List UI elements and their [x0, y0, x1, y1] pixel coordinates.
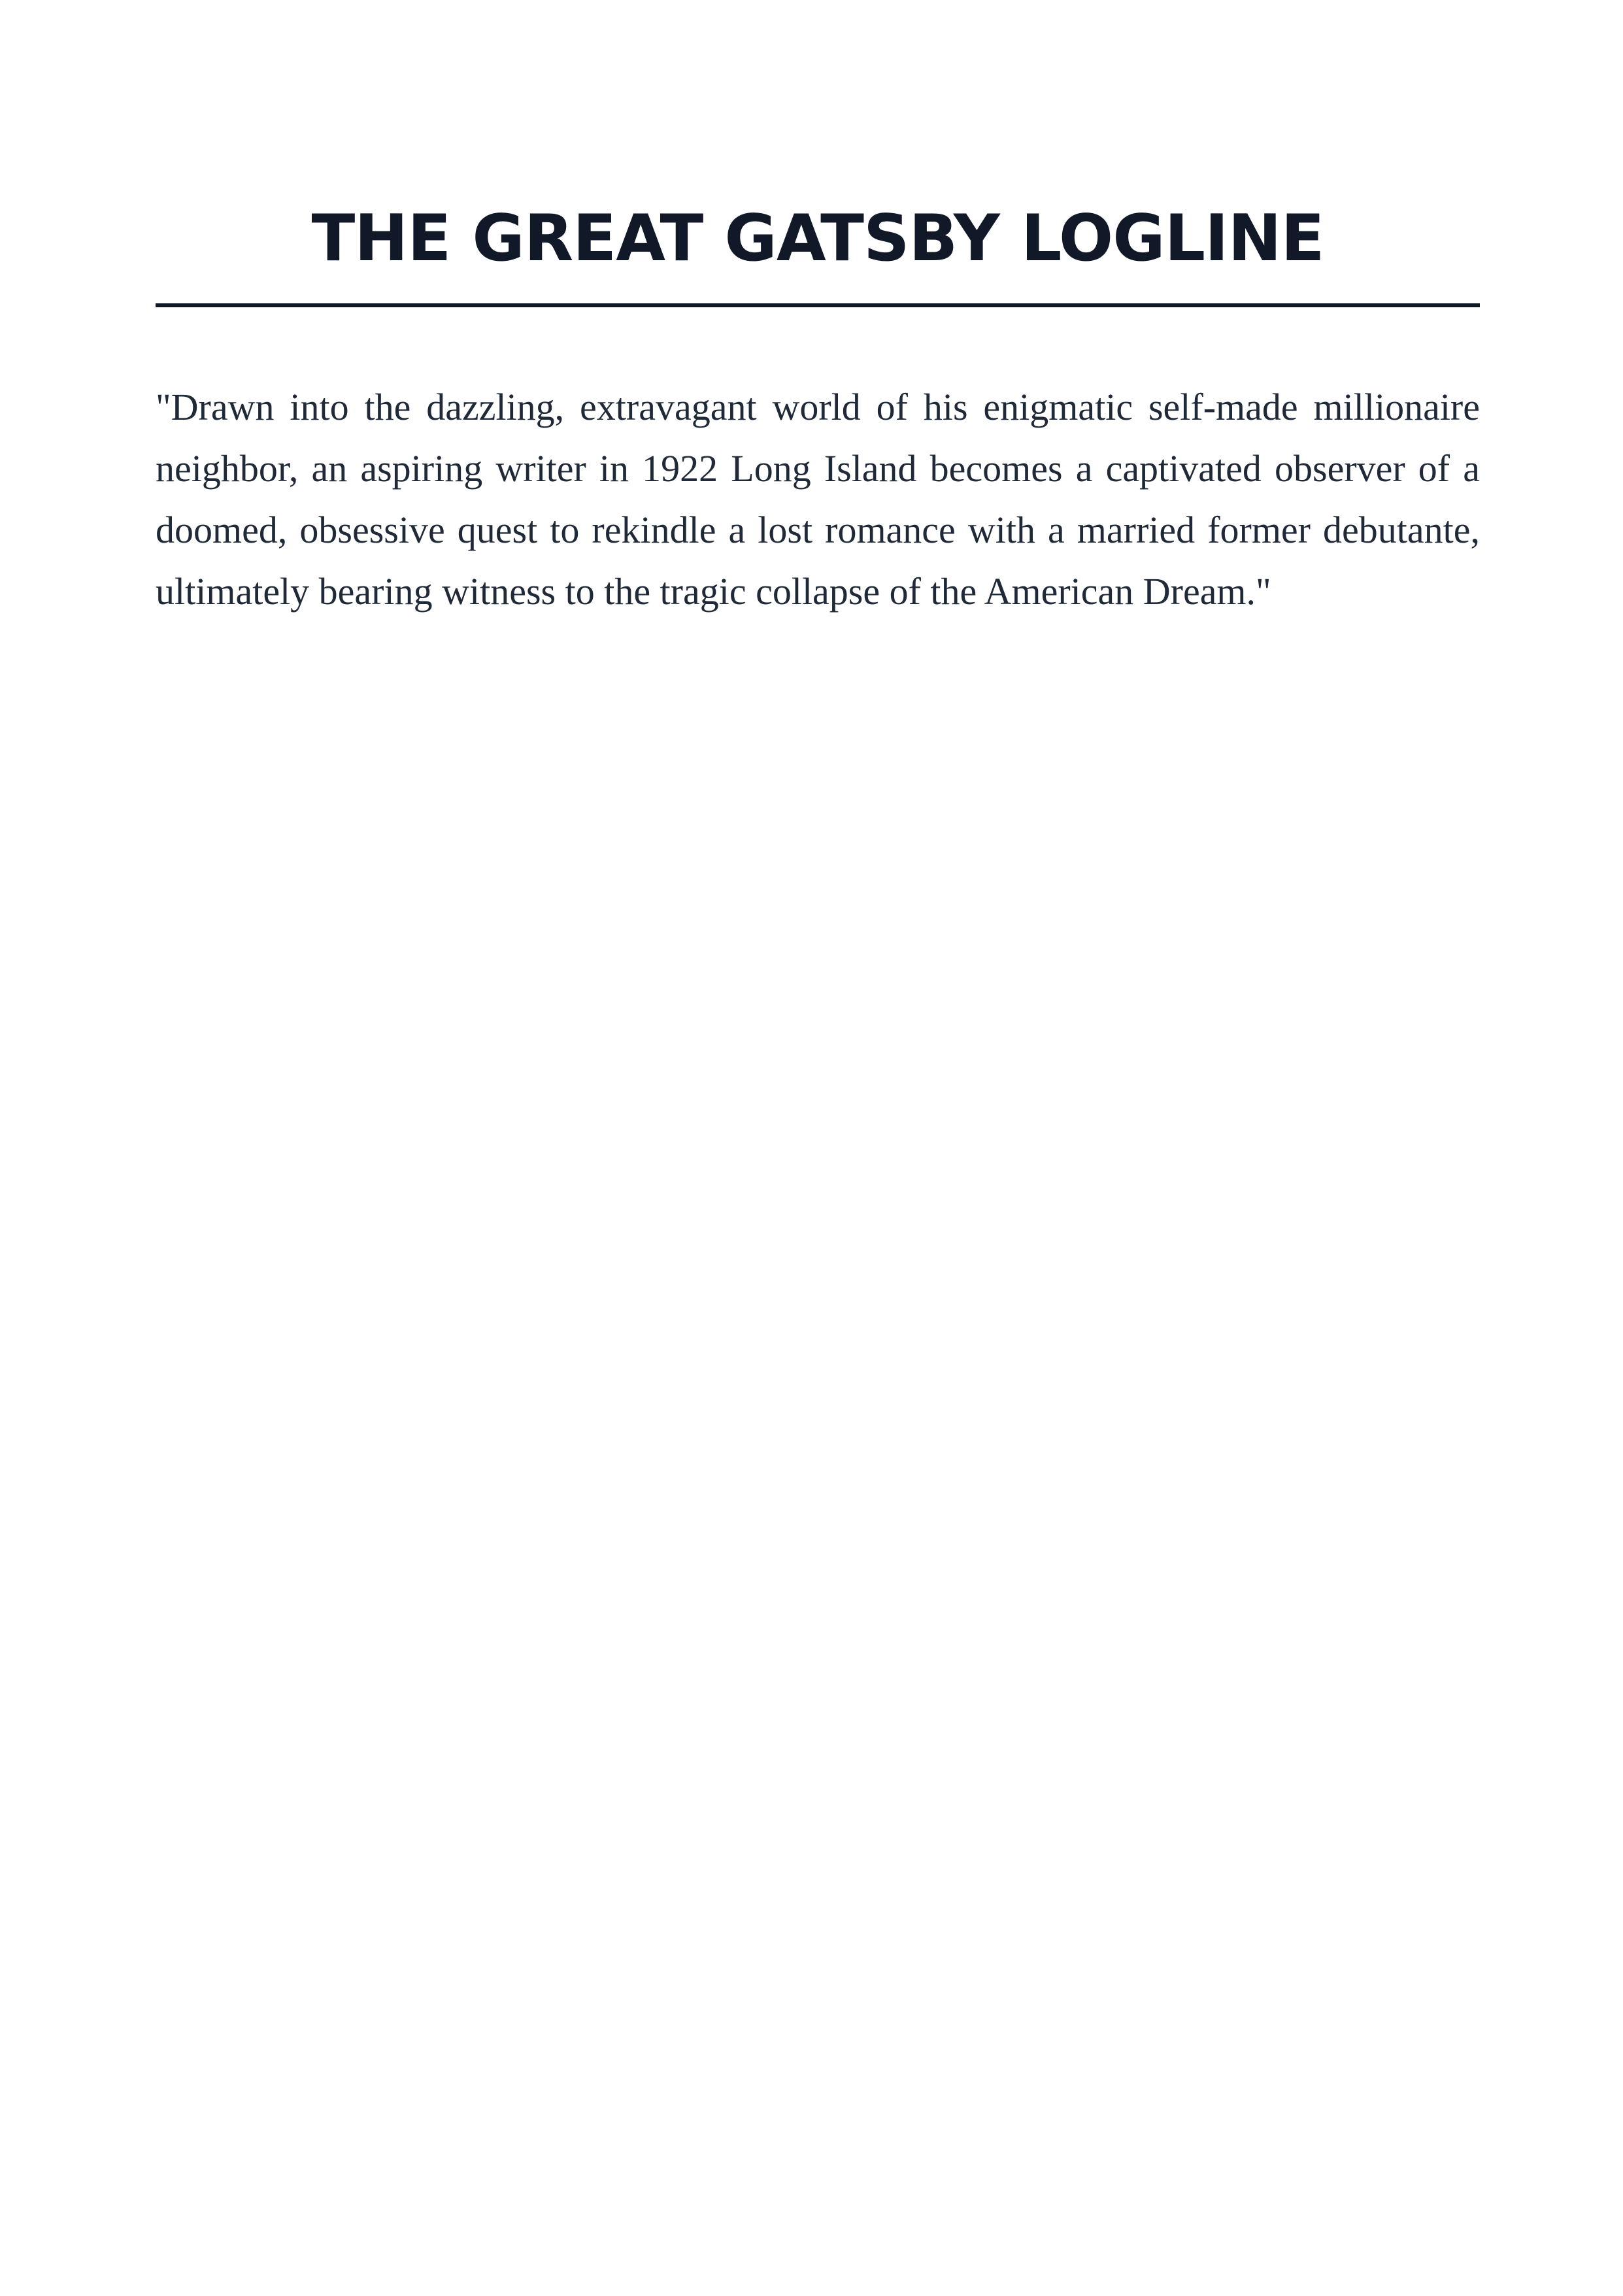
- title-divider: [156, 303, 1480, 307]
- document-title: THE GREAT GATSBY LOGLINE: [311, 201, 1324, 276]
- logline-paragraph: "Drawn into the dazzling, extravagant world of his enigmatic self-made millionaire neighbor, an aspiring writer in 1922 Long Island becomes a captivated observer of a doomed, obsessive quest to rekindle a lost romance with a married former debutante, ultimately bearing witness to the tragic collapse of the American Dream.": [156, 386, 1480, 613]
- document-content: [156, 196, 1480, 622]
